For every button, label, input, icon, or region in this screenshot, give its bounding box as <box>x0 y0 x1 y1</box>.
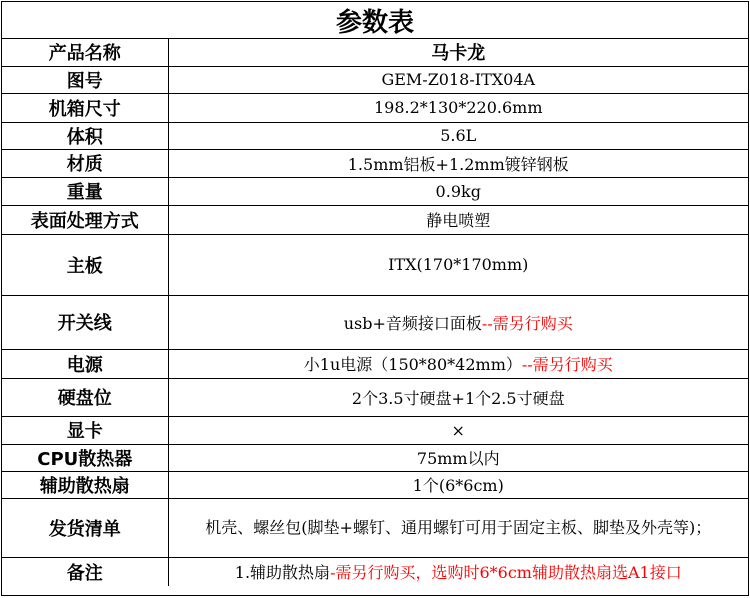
row-value-graphics-card: × <box>168 416 748 444</box>
row-value-case-size: 198.2*130*220.6mm <box>168 93 748 122</box>
switch-cable-note: --需另行购买 <box>481 313 573 333</box>
row-key-case-size: 机箱尺寸 <box>2 93 168 122</box>
row-value-cpu-cooler: 75mm以内 <box>168 444 748 471</box>
row-key-motherboard: 主板 <box>2 234 168 295</box>
table-row <box>2 234 748 295</box>
table-row <box>2 444 748 471</box>
table-row <box>2 177 748 205</box>
row-value-motherboard: ITX(170*170mm) <box>168 234 748 295</box>
row-value-aux-fan: 1个(6*6cm) <box>168 471 748 498</box>
table-row <box>2 349 748 378</box>
row-value-product-name: 马卡龙 <box>168 39 748 66</box>
power-supply-note: --需另行购买 <box>521 355 613 374</box>
table-row <box>2 93 748 122</box>
row-value-remarks <box>168 557 748 586</box>
row-key-volume: 体积 <box>2 122 168 149</box>
table-row <box>2 557 748 586</box>
row-key-switch-cable: 开关线 <box>2 295 168 349</box>
switch-cable-text: usb+音频接口面板 <box>343 313 482 333</box>
row-value-volume: 5.6L <box>168 122 748 149</box>
row-key-weight: 重量 <box>2 177 168 205</box>
table-row <box>2 471 748 498</box>
table-row <box>2 122 748 149</box>
table-row <box>2 66 748 93</box>
table-row <box>2 416 748 444</box>
table-row <box>2 205 748 234</box>
row-key-product-name: 产品名称 <box>2 39 168 66</box>
row-key-drive-bays: 硬盘位 <box>2 378 168 416</box>
row-key-graphics-card: 显卡 <box>2 416 168 444</box>
power-supply-text: 小1u电源（150*80*42mm） <box>303 355 522 374</box>
table-row <box>2 295 748 349</box>
remarks-note: -需另行购买，选购时6*6cm辅助散热扇选A1接口 <box>330 563 682 583</box>
row-key-remarks: 备注 <box>2 557 168 586</box>
row-value-power-supply <box>168 349 748 378</box>
row-key-power-supply: 电源 <box>2 349 168 378</box>
row-key-drawing-no: 图号 <box>2 66 168 93</box>
row-value-switch-cable <box>168 295 748 349</box>
remarks-text: 1.辅助散热扇 <box>234 563 331 583</box>
row-key-material: 材质 <box>2 149 168 177</box>
sheet-title: 参数表 <box>2 2 748 39</box>
table-row <box>2 378 748 416</box>
spec-sheet <box>1 1 749 596</box>
row-value-drawing-no: GEM-Z018-ITX04A <box>168 66 748 93</box>
table-row <box>2 39 748 66</box>
table-row <box>2 149 748 177</box>
row-value-material: 1.5mm铝板+1.2mm镀锌钢板 <box>168 149 748 177</box>
row-key-cpu-cooler: CPU散热器 <box>2 444 168 471</box>
row-key-package-list: 发货清单 <box>2 498 168 557</box>
row-value-package-list: 机壳、螺丝包(脚垫+螺钉、通用螺钉可用于固定主板、脚垫及外壳等)； <box>168 498 748 557</box>
row-value-surface-finish: 静电喷塑 <box>168 205 748 234</box>
row-key-surface-finish: 表面处理方式 <box>2 205 168 234</box>
row-value-drive-bays: 2个3.5寸硬盘+1个2.5寸硬盘 <box>168 378 748 416</box>
spec-table <box>2 39 748 586</box>
row-value-weight: 0.9kg <box>168 177 748 205</box>
row-key-aux-fan: 辅助散热扇 <box>2 471 168 498</box>
table-row <box>2 498 748 557</box>
